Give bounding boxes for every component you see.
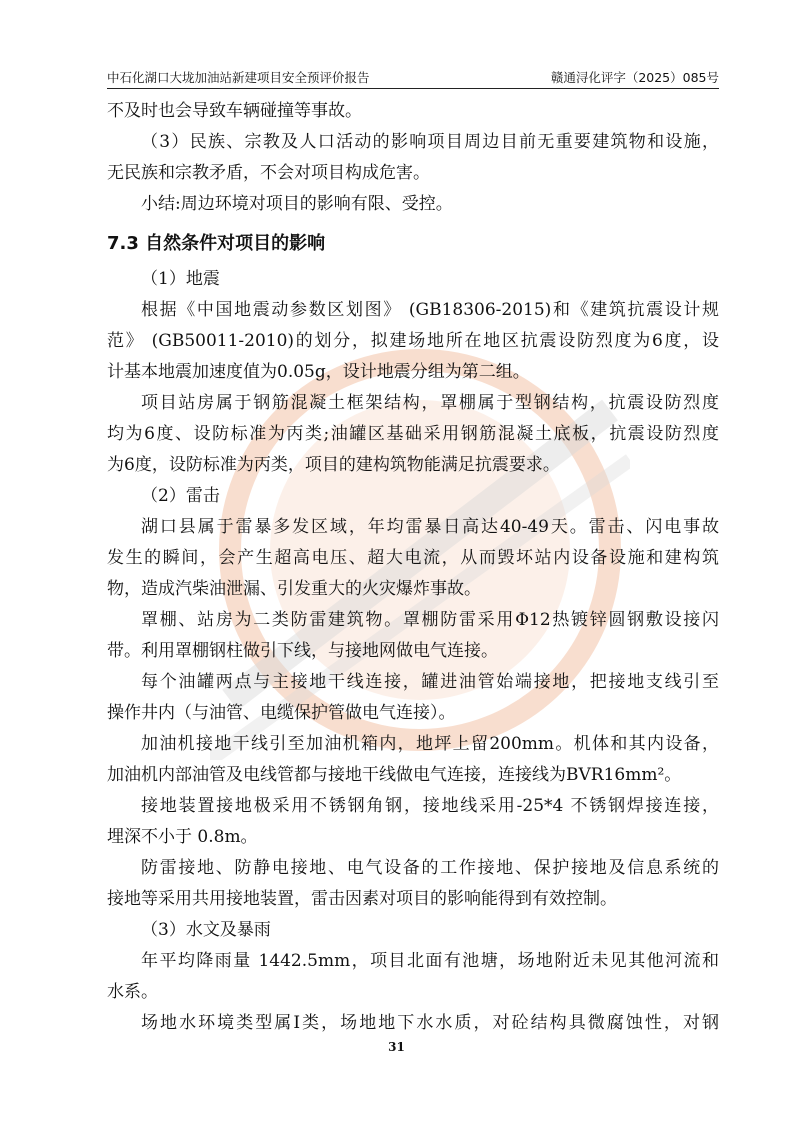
paragraph-line: 年平均降雨量 1442.5mm，项目北面有池塘，场地附近未见其他河流和: [141, 951, 719, 971]
header-report-title: 中石化湖口大垅加油站新建项目安全预评价报告: [107, 70, 370, 85]
paragraph-line: 埋深不小于 0.8m。: [107, 827, 258, 847]
paragraph-line: 操作井内（与油管、电缆保护管做电气连接）。: [107, 703, 456, 723]
paragraph-line: 为6度，设防标准为丙类，项目的建构筑物能满足抗震要求。: [107, 455, 560, 475]
paragraph-line: 物，造成汽柴油泄漏、引发重大的火灾爆炸事故。: [107, 579, 481, 599]
paragraph-line: 计基本地震加速度值为0.05g，设计地震分组为第二组。: [107, 362, 530, 382]
paragraph-line: 范》 (GB50011-2010)的划分，拟建场地所在地区抗震设防烈度为6度，设: [107, 331, 719, 351]
paragraph-line: 湖口县属于雷暴多发区域，年均雷暴日高达40-49天。雷击、闪电事故: [141, 517, 719, 537]
paragraph-line: 均为6度、设防标准为丙类;油罐区基础采用钢筋混凝土底板，抗震设防烈度: [107, 424, 719, 444]
paragraph-line: （1）地震: [141, 269, 220, 289]
header-report-number: 赣通浔化评字（2025）085号: [550, 70, 719, 85]
paragraph-line: （3）民族、宗教及人口活动的影响项目周边目前无重要建筑物和设施，: [141, 132, 719, 152]
paragraph-line: 小结:周边环境对项目的影响有限、受控。: [141, 194, 453, 214]
paragraph-line: 加油机接地干线引至加油机箱内，地坪上留200mm。机体和其内设备，: [141, 734, 719, 754]
paragraph-line: 带。利用罩棚钢柱做引下线，与接地网做电气连接。: [107, 641, 498, 661]
paragraph-line: 罩棚、站房为二类防雷建筑物。罩棚防雷采用Φ12热镀锌圆钢敷设接闪: [141, 610, 719, 630]
paragraph-line: 发生的瞬间，会产生超高电压、超大电流，从而毁坏站内设备设施和建构筑: [107, 548, 719, 568]
paragraph-line: 每个油罐两点与主接地干线连接，罐进油管始端接地，把接地支线引至: [141, 672, 719, 692]
section-heading: 7.3 自然条件对项目的影响: [107, 233, 326, 254]
paragraph-line: 接地装置接地极采用不锈钢角钢，接地线采用-25*4 不锈钢焊接连接，: [141, 796, 719, 816]
paragraph-line: 不及时也会导致车辆碰撞等事故。: [107, 101, 362, 121]
paragraph-line: 加油机内部油管及电线管都与接地干线做电气连接，连接线为BVR16mm²。: [107, 765, 682, 785]
header-divider: [107, 88, 719, 89]
paragraph-line: 项目站房属于钢筋混凝土框架结构，罩棚属于型钢结构，抗震设防烈度: [141, 393, 719, 413]
paragraph-line: 根据《中国地震动参数区划图》 (GB18306-2015)和《建筑抗震设计规: [141, 300, 719, 320]
paragraph-line: 无民族和宗教矛盾，不会对项目构成危害。: [107, 163, 430, 183]
paragraph-line: 接地等采用共用接地装置，雷击因素对项目的影响能得到有效控制。: [107, 889, 617, 909]
paragraph-line: 场地水环境类型属Ⅰ类，场地地下水水质，对砼结构具微腐蚀性，对钢: [141, 1013, 719, 1033]
page-header: [107, 66, 719, 86]
page-number: 31: [388, 1040, 405, 1054]
page-body: [107, 96, 719, 1039]
paragraph-line: 水系。: [107, 982, 158, 1002]
paragraph-line: 防雷接地、防静电接地、电气设备的工作接地、保护接地及信息系统的: [141, 858, 719, 878]
paragraph-line: （2）雷击: [141, 486, 220, 506]
paragraph-line: （3）水文及暴雨: [141, 920, 271, 940]
